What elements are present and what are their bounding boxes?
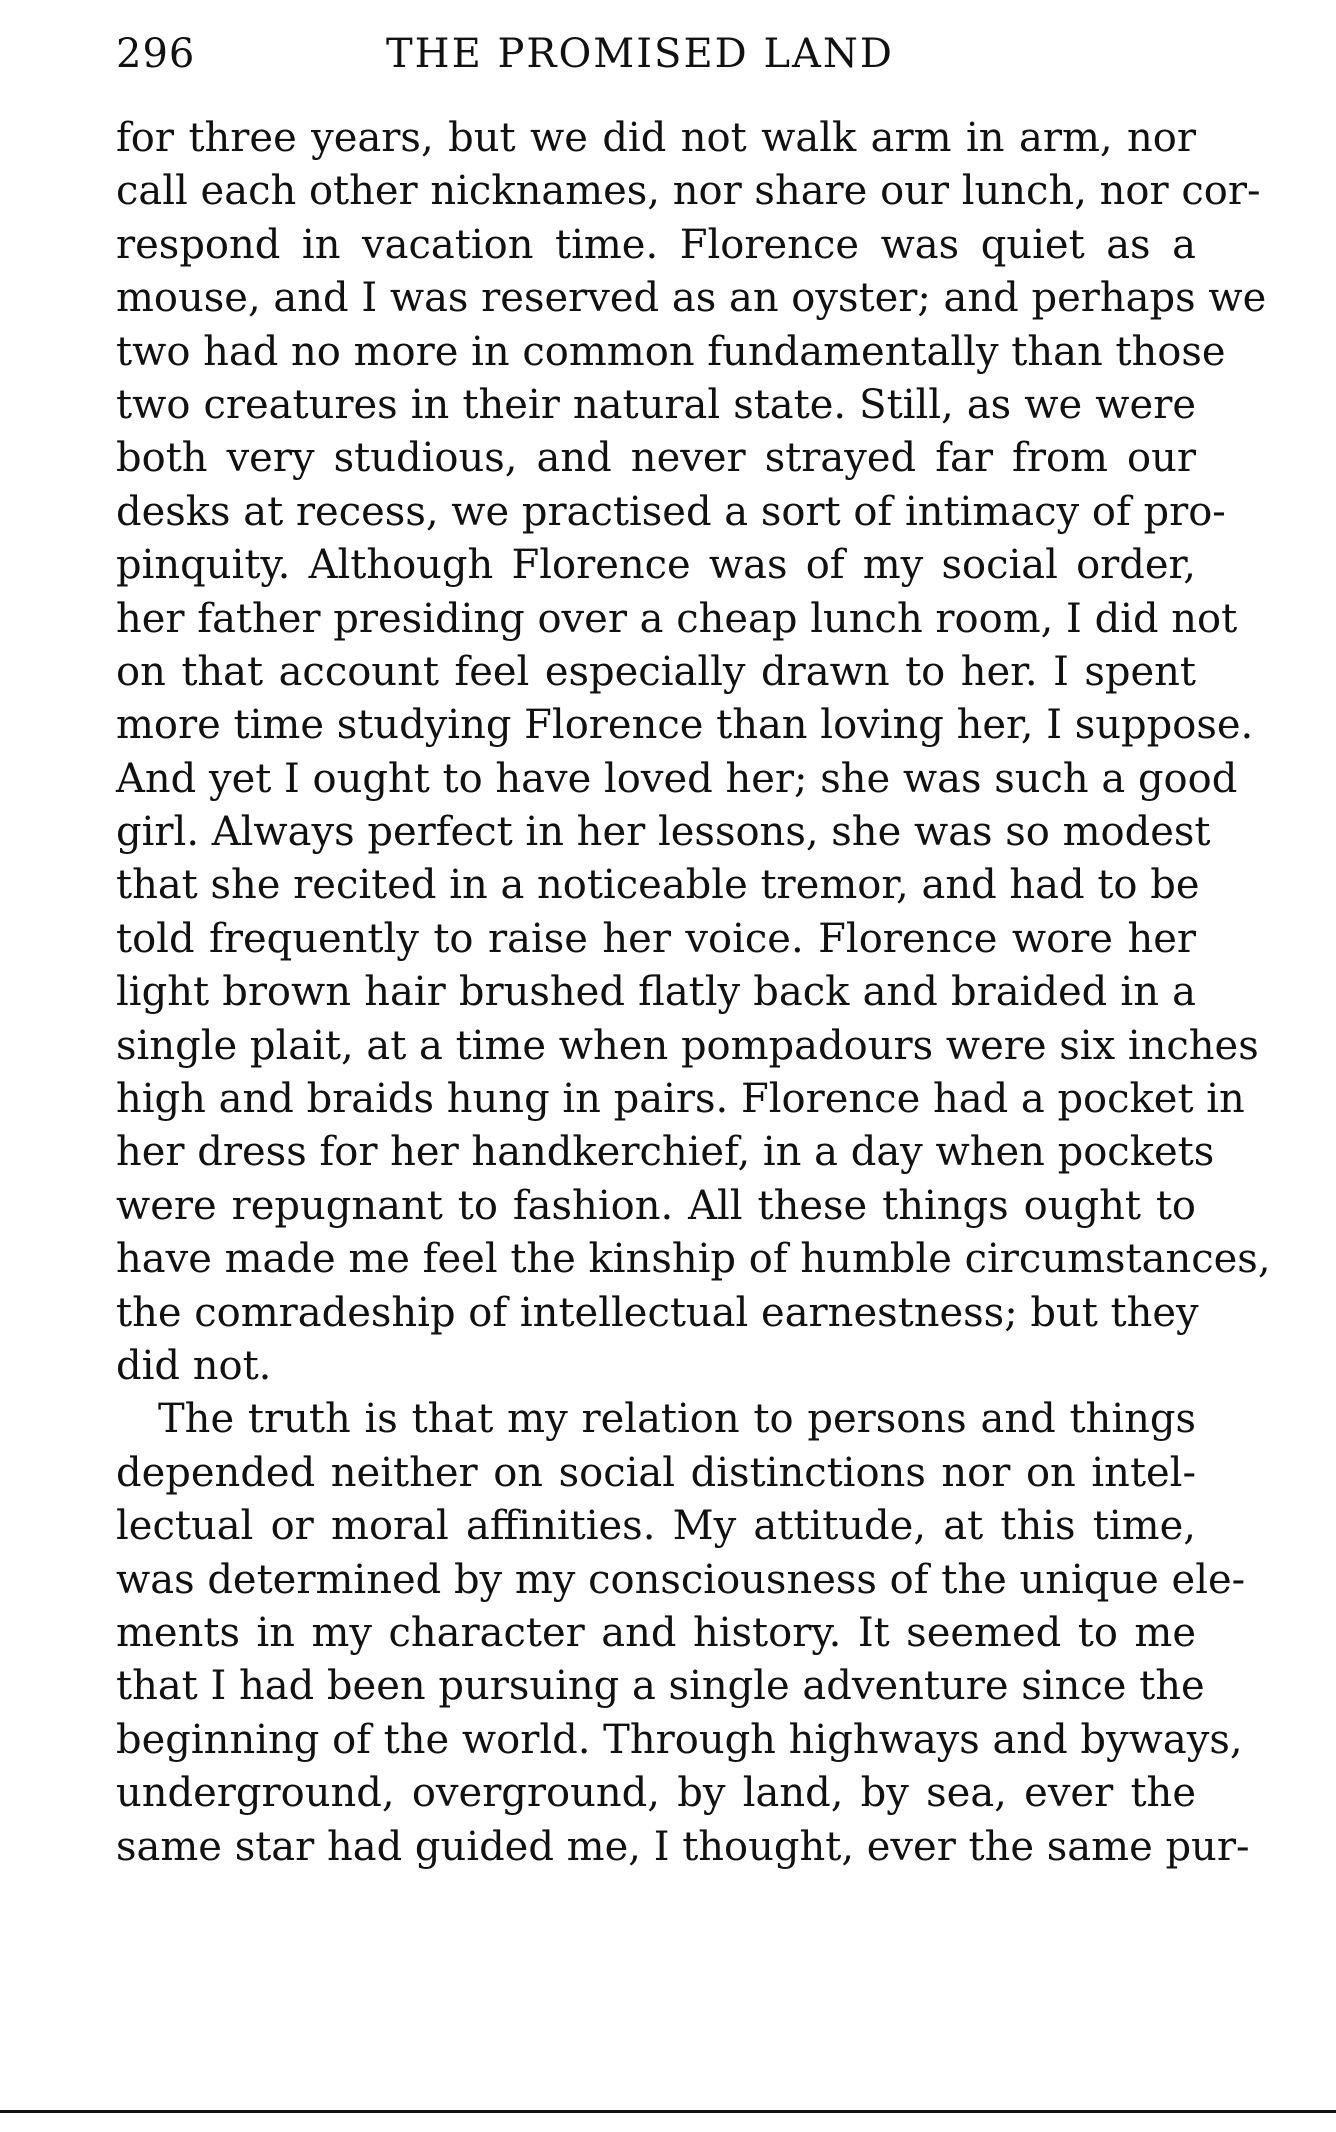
text-line: pinquity. Although Florence was of my social order,	[116, 542, 1196, 589]
text-line: girl. Always perfect in her lessons, she was so modest	[116, 809, 1211, 856]
text-line: high and braids hung in pairs. Florence had a pocket in	[116, 1076, 1245, 1123]
running-title: THE PROMISED LAND	[386, 31, 894, 77]
text-line: her dress for her handkerchief, in a day when pockets	[116, 1129, 1215, 1176]
text-line: respond in vacation time. Florence was quiet as a	[116, 221, 1196, 268]
text-line: were repugnant to fashion. All these things ought to	[116, 1182, 1196, 1229]
text-line: light brown hair brushed flatly back and braided in a	[116, 969, 1196, 1016]
text-line: lectual or moral affinities. My attitude, at this time,	[116, 1503, 1196, 1550]
text-line: both very studious, and never strayed far from our	[116, 435, 1196, 482]
body-text	[116, 112, 1271, 1874]
text-line: that she recited in a noticeable tremor, and had to be	[116, 862, 1200, 909]
text-line: two had no more in common fundamentally than those	[116, 328, 1226, 375]
running-head	[116, 24, 1196, 84]
text-line: underground, overground, by land, by sea, ever the	[116, 1770, 1196, 1817]
paragraph-start-line: The truth is that my relation to persons and things	[158, 1396, 1196, 1443]
text-line: was determined by my consciousness of the unique ele-	[116, 1556, 1246, 1603]
text-line: did not.	[116, 1342, 272, 1389]
text-line: mouse, and I was reserved as an oyster; and perhaps we	[116, 275, 1267, 322]
bottom-rule	[0, 2110, 1336, 2113]
text-line: have made me feel the kinship of humble circumstances,	[116, 1236, 1271, 1283]
text-line: two creatures in their natural state. Still, as we were	[116, 381, 1196, 428]
text-line: desks at recess, we practised a sort of intimacy of pro-	[116, 488, 1226, 535]
text-line: more time studying Florence than loving her, I suppose.	[116, 702, 1254, 749]
text-line: call each other nicknames, nor share our lunch, nor cor-	[116, 168, 1261, 215]
text-line: for three years, but we did not walk arm in arm, nor	[116, 115, 1196, 161]
text-line: same star had guided me, I thought, ever the same pur-	[116, 1823, 1250, 1870]
text-line: on that account feel especially drawn to her. I spent	[116, 648, 1196, 695]
page-number: 296	[116, 31, 196, 77]
text-line: her father presiding over a cheap lunch room, I did not	[116, 595, 1238, 642]
text-line: that I had been pursuing a single adventure since the	[116, 1663, 1205, 1710]
text-line: told frequently to raise her voice. Florence wore her	[116, 915, 1196, 962]
text-line: single plait, at a time when pompadours were six inches	[116, 1022, 1259, 1069]
text-line: depended neither on social distinctions nor on intel-	[116, 1449, 1196, 1496]
text-line: the comradeship of intellectual earnestness; but they	[116, 1289, 1199, 1336]
text-line: And yet I ought to have loved her; she was such a good	[116, 755, 1238, 802]
text-line: ments in my character and history. It seemed to me	[116, 1609, 1196, 1656]
text-line: beginning of the world. Through highways and byways,	[116, 1716, 1243, 1763]
